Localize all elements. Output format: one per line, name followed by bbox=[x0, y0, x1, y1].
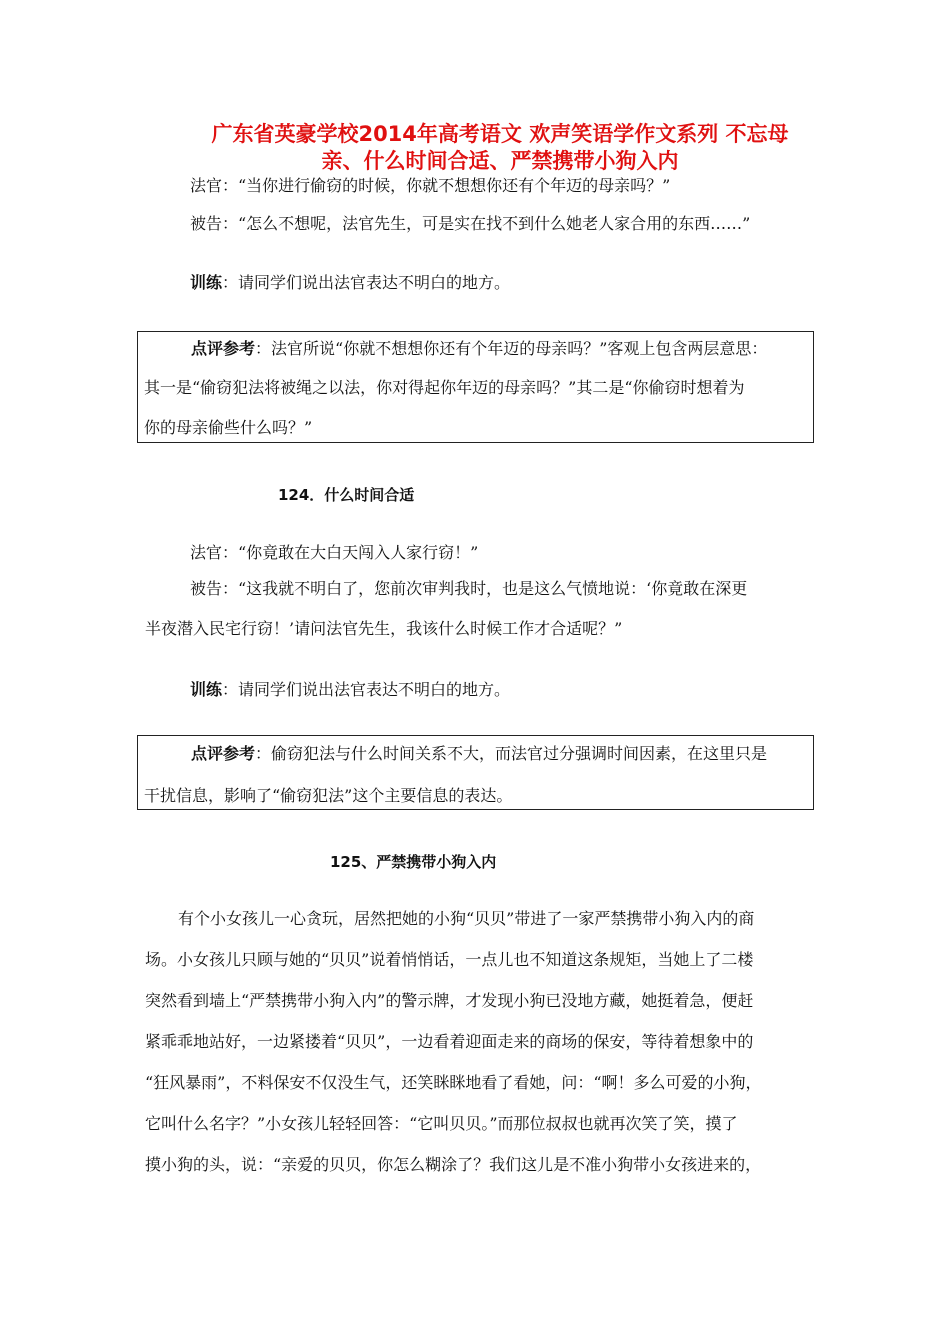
judge-line-1: 法官：“当你进行偷窃的时候，你就不想想你还有个年迈的母亲吗？” bbox=[190, 176, 671, 195]
training-1 bbox=[190, 273, 510, 293]
review-label: 点评参考 bbox=[191, 339, 256, 358]
document-title bbox=[150, 121, 850, 175]
training-label: 训练 bbox=[190, 680, 223, 699]
section-heading-125: 125、严禁携带小狗入内 bbox=[330, 853, 497, 871]
training-2 bbox=[190, 680, 510, 700]
review-line: 你的母亲偷些什么吗？” bbox=[144, 418, 313, 437]
training-text: ：请同学们说出法官表达不明白的地方。 bbox=[222, 273, 511, 292]
review-line: 干扰信息，影响了“偷窃犯法”这个主要信息的表达。 bbox=[144, 786, 513, 805]
review-box-1 bbox=[137, 331, 814, 443]
defendant-line-1: 被告：“怎么不想呢，法官先生，可是实在找不到什么她老人家合用的东西……” bbox=[190, 214, 751, 233]
story-line: 突然看到墙上“严禁携带小狗入内”的警示牌，才发现小狗已没地方藏，她挺着急，便赶 bbox=[145, 991, 754, 1010]
story-line: 场。小女孩儿只顾与她的“贝贝”说着悄悄话，一点儿也不知道这条规矩，当她上了二楼 bbox=[145, 950, 754, 969]
review-line bbox=[191, 744, 767, 764]
review-text: ：偷窃犯法与什么时间关系不大，而法官过分强调时间因素，在这里只是 bbox=[255, 744, 768, 763]
story-line: 有个小女孩儿一心贪玩，居然把她的小狗“贝贝”带进了一家严禁携带小狗入内的商 bbox=[178, 909, 755, 928]
review-box-2 bbox=[137, 735, 814, 810]
title-line-2: 亲、什么时间合适、严禁携带小狗入内 bbox=[321, 149, 679, 173]
story-line: 它叫什么名字？”小女孩儿轻轻回答：“它叫贝贝。”而那位叔叔也就再次笑了笑，摸了 bbox=[145, 1114, 738, 1133]
section-heading-124: 124．什么时间合适 bbox=[278, 486, 415, 504]
judge-line-2: 法官：“你竟敢在大白天闯入人家行窃！” bbox=[190, 543, 479, 562]
review-label: 点评参考 bbox=[191, 744, 256, 763]
defendant-line-2-cont: 半夜潜入民宅行窃！’请问法官先生，我该什么时候工作才合适呢？” bbox=[145, 619, 623, 638]
training-label: 训练 bbox=[190, 273, 223, 292]
review-line: 其一是“偷窃犯法将被绳之以法，你对得起你年迈的母亲吗？”其二是“你偷窃时想着为 bbox=[144, 378, 745, 397]
review-text: ：法官所说“你就不想想你还有个年迈的母亲吗？”客观上包含两层意思： bbox=[255, 339, 768, 358]
training-text: ：请同学们说出法官表达不明白的地方。 bbox=[222, 680, 511, 699]
story-line: “狂风暴雨”，不料保安不仅没生气，还笑眯眯地看了看她，问：“啊！多么可爱的小狗， bbox=[145, 1073, 762, 1092]
review-line bbox=[191, 339, 767, 359]
defendant-line-2: 被告：“这我就不明白了，您前次审判我时，也是这么气愤地说：‘你竟敢在深更 bbox=[190, 579, 748, 598]
title-line-1: 广东省英豪学校2014年高考语文 欢声笑语学作文系列 不忘母 bbox=[211, 122, 789, 146]
story-line: 摸小狗的头，说：“亲爱的贝贝，你怎么糊涂了？我们这儿是不准小狗带小女孩进来的， bbox=[145, 1155, 762, 1174]
story-line: 紧乖乖地站好，一边紧搂着“贝贝”，一边看着迎面走来的商场的保安，等待着想象中的 bbox=[145, 1032, 754, 1051]
